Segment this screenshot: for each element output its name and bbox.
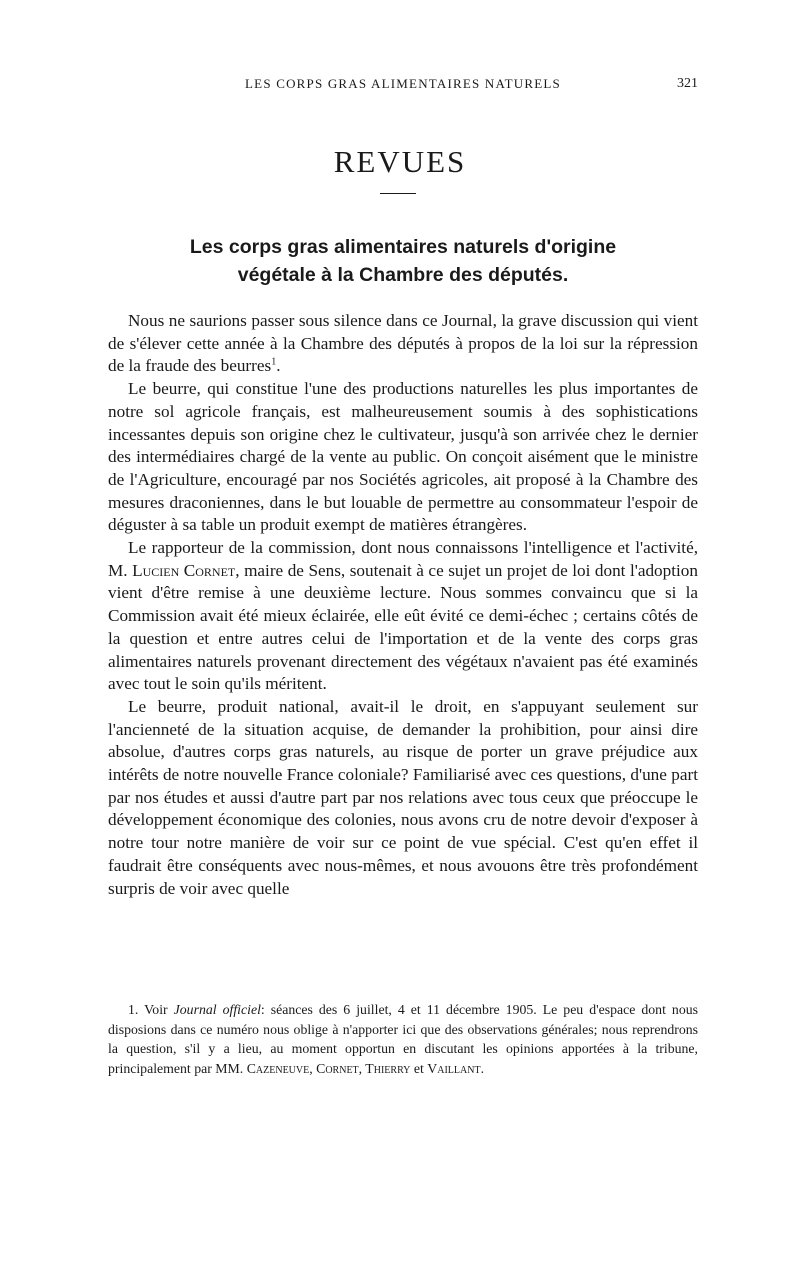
footnote-and: et [413, 1060, 424, 1076]
footnote-names: Cazeneuve, Cornet, Thierry [246, 1060, 411, 1076]
running-head-title: LES CORPS GRAS ALIMENTAIRES NATURELS [245, 76, 561, 91]
article-body [108, 310, 698, 900]
footnote-end: . [480, 1060, 485, 1076]
paragraph-1 [108, 310, 698, 378]
footnote-text: : séances des 6 juillet, 4 et 11 décembre 1905. Le peu d'espace dont nous disposions dans ce numéro nous oblige à n'apporter ici que des observations générales; nous reprendrons la question, s'il y a lieu, au moment opportun en discutant les opinions apportées à la tribune, principalement par MM. [108, 1002, 698, 1076]
page-number: 321 [677, 76, 698, 91]
paragraph-1-text: Nous ne saurions passer sous silence dans ce Journal, la grave discussion qui vient de s'élever cette année à la Chambre des députés à propos de la loi sur la répression de la fraude des beurres [108, 311, 698, 376]
paragraph-1-end: . [276, 356, 281, 376]
paragraph-4: Le beurre, produit national, avait-il le droit, en s'appuyant seulement sur l'ancienneté de la situation acquise, de demander la prohibition, pour ainsi dire absolue, d'autres corps gras naturels, au risque de porter un grave préjudice aux intérêts de notre nouvelle France coloniale? Familiarisé avec ces questions, d'une part par nos études et aussi d'autre part par nos relations avec tous ceux que préoccupe le développement économique des colonies, nous avons cru de notre devoir d'exposer à notre tour notre manière de voir sur ce point de vue spécial. C'est qu'en effet il faudrait être conséquents avec nous-mêmes, et nous avouons être très profondément surpris de voir avec quelle [108, 696, 698, 898]
paragraph-3-after: , maire de Sens, soutenait à ce sujet un projet de loi dont l'adoption vient d'être remise à une deuxième lecture. Nous sommes convaincu que si la Commission avait été mieux éclairée, elle eût évité ce demi-échec ; certains côtés de la question et entre autres celui de l'importation et de la vente des corps gras alimentaires naturels provenant directement des végétaux n'avaient pas été examinés avec tout le soin qu'ils méritent. [108, 560, 698, 694]
paragraph-3 [108, 537, 698, 696]
running-head [108, 74, 698, 94]
article-title [108, 233, 698, 289]
footnote-before: Voir [144, 1002, 168, 1017]
paragraph-3-name: Lucien Cornet [132, 560, 236, 580]
title-rule [380, 193, 416, 194]
footnote-ref-1: 1 [271, 356, 277, 368]
article-title-line-2: végétale à la Chambre des députés. [237, 264, 569, 286]
footnote-last-name: Vaillant [427, 1060, 481, 1076]
footnote-number: 1. [128, 1002, 139, 1017]
article-title-line-1: Les corps gras alimentaires naturels d'origine [189, 236, 617, 258]
footnote-1 [108, 1000, 698, 1078]
paragraph-2: Le beurre, qui constitue l'une des productions naturelles les plus importantes de notre sol agricole français, est malheureusement soumis à des sophistications incessantes depuis son origine chez le cultivateur, jusqu'à son arrivée chez le dernier des intermédiaires chargé de la vente au public. On conçoit aisément que le ministre de l'Agriculture, encouragé par nos Sociétés agricoles, ait proposé à la Chambre des mesures draconiennes, dans le but louable de permettre au consommateur l'espoir de déguster à sa table un produit exempt de matières étrangères. [108, 379, 698, 535]
footnote-journal: Journal officiel [173, 1002, 261, 1017]
footnote [108, 1000, 698, 1078]
section-title: REVUES [333, 144, 467, 179]
paragraph-3-before: Le rapporteur de la commission, dont nous connaissons l'intelligence et l'activité, M. [108, 538, 698, 580]
